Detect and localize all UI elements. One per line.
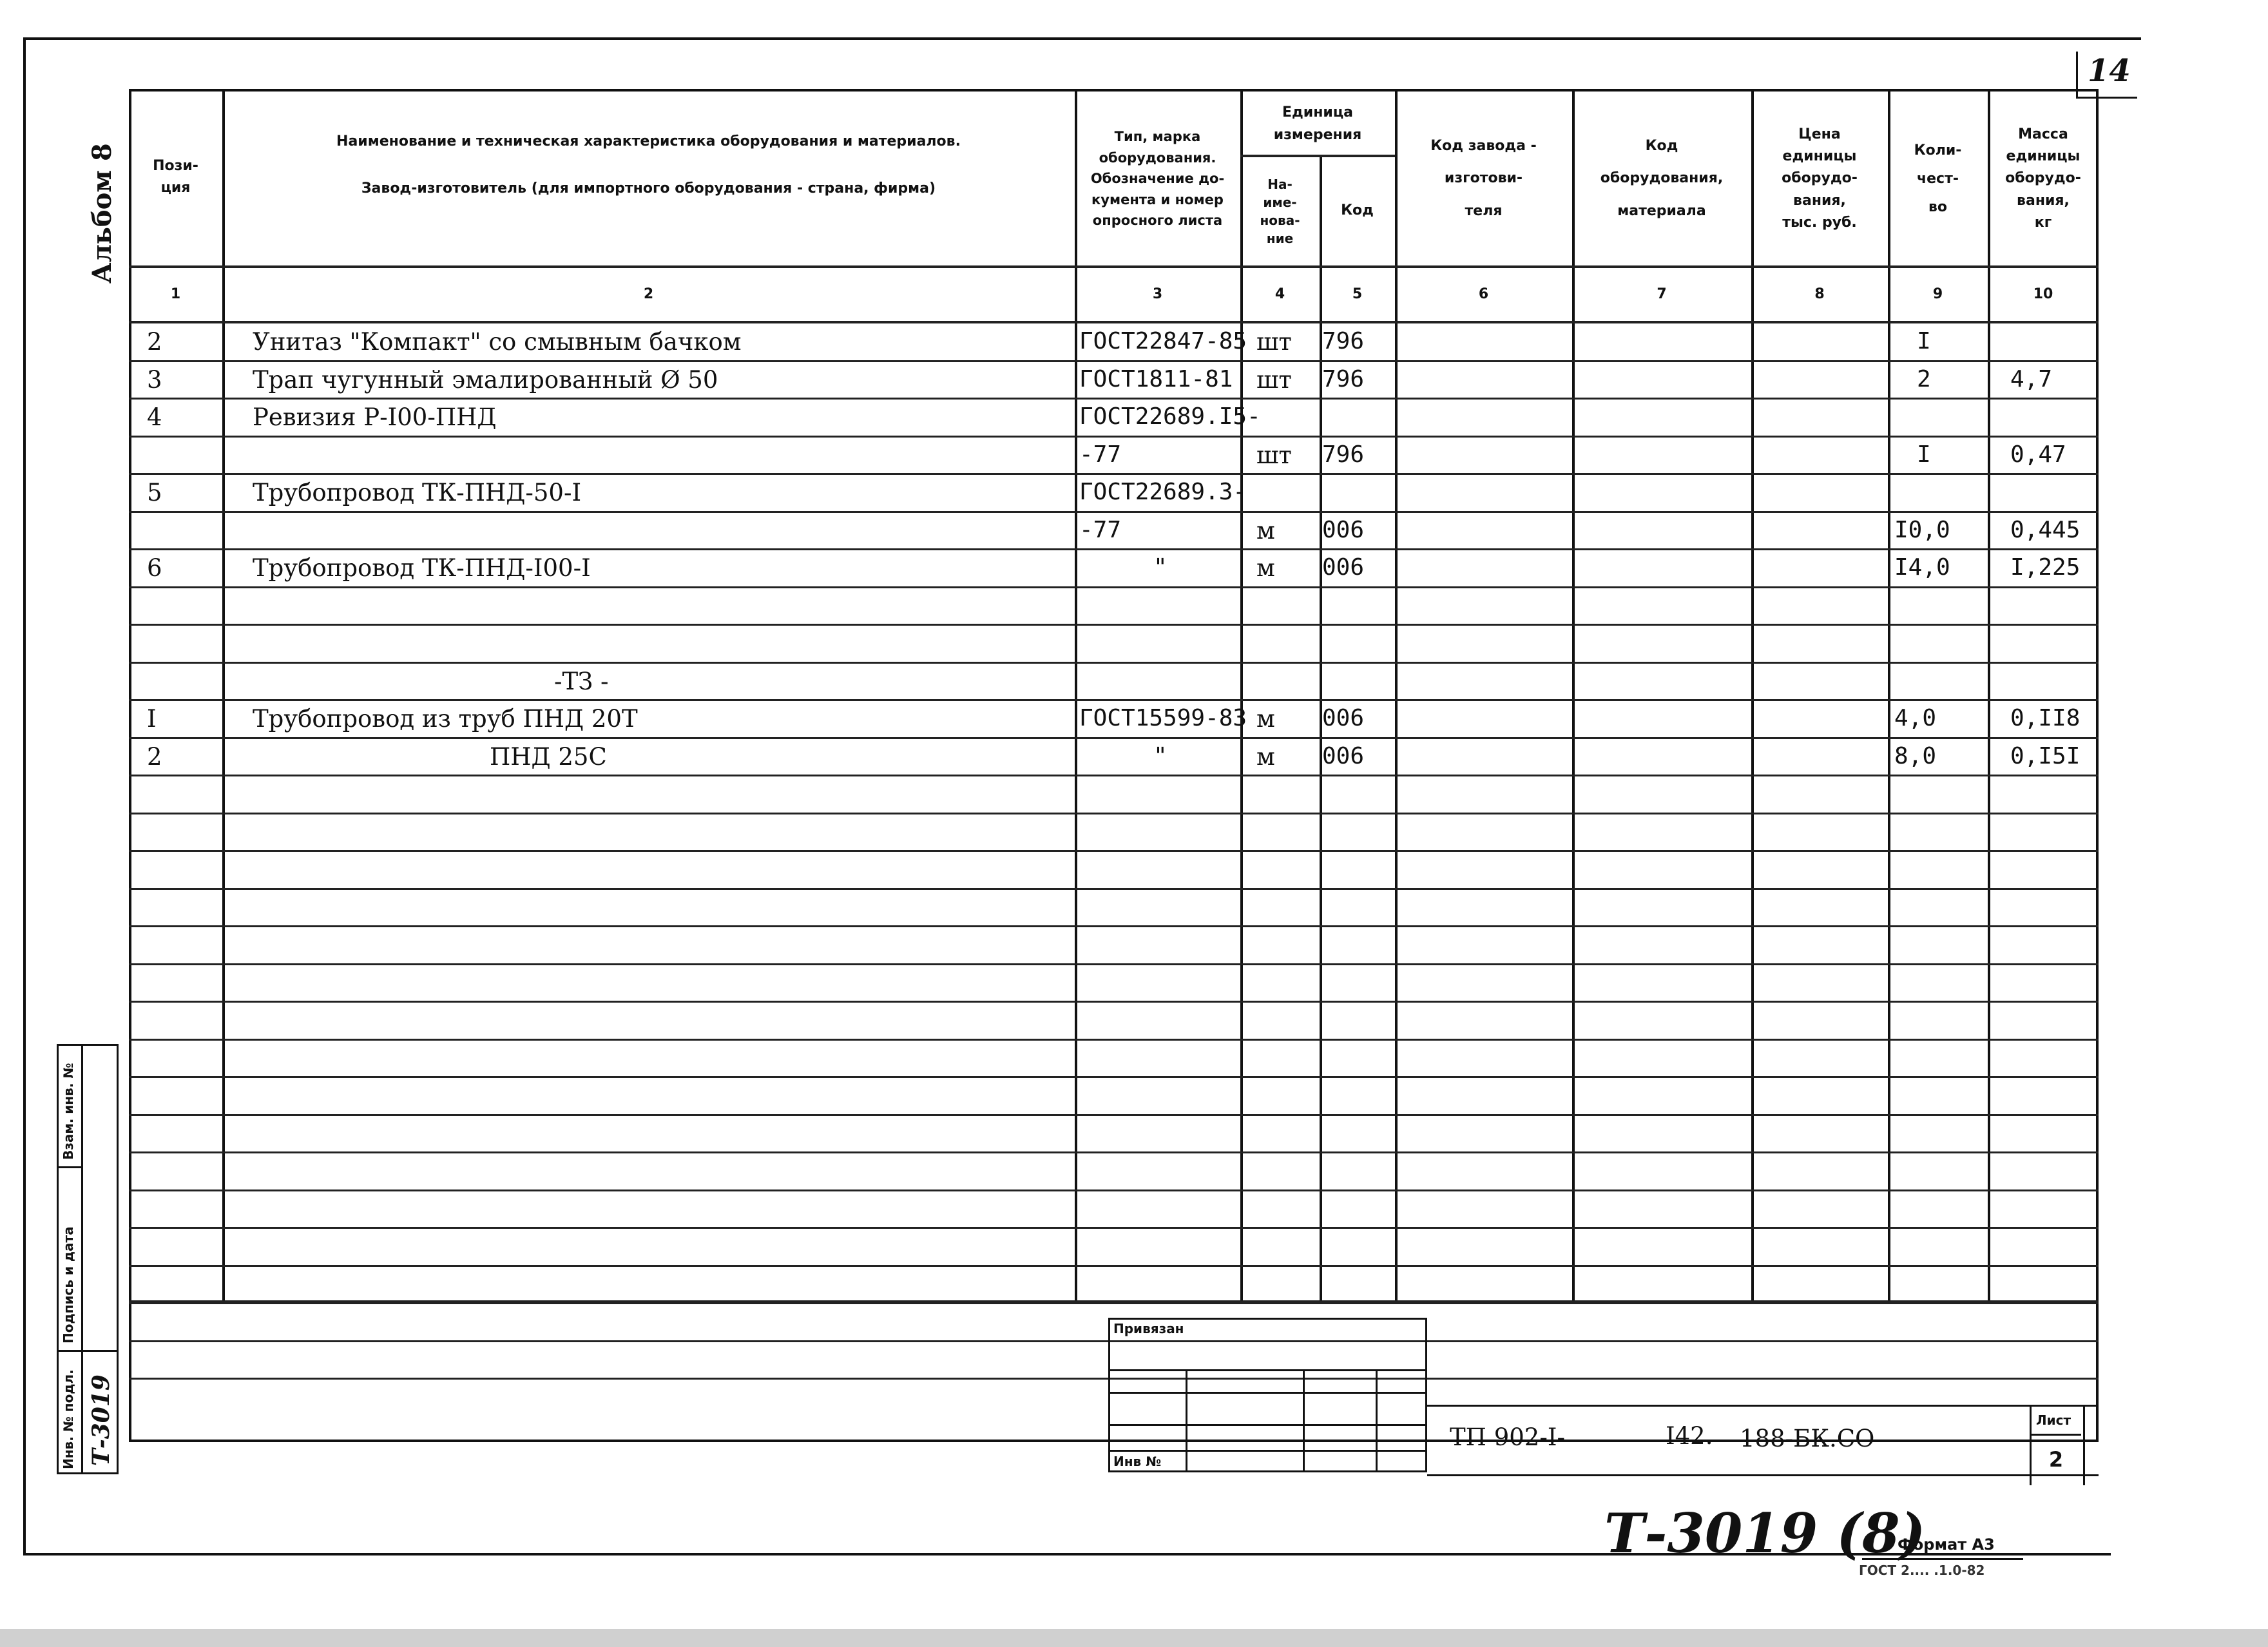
colnum-4: 4 xyxy=(1274,286,1285,302)
cell-mass: 4,7 xyxy=(2010,366,2053,392)
inv-no-label: Инв № xyxy=(1113,1454,1162,1469)
colnum-1: 1 xyxy=(170,286,181,302)
cell-doc: ГОСТ22689.I5- xyxy=(1079,403,1261,430)
corner-page-number: 14 xyxy=(2088,53,2131,89)
side-label-podpis-data: Подпись и дата xyxy=(61,1226,76,1344)
row-line xyxy=(129,1114,2099,1116)
row-line xyxy=(129,775,2099,776)
header-quantity: Коли- чест- во xyxy=(1914,142,1962,215)
cell-pos: 2 xyxy=(147,743,162,771)
sheet-number: 2 xyxy=(2048,1447,2064,1472)
side-stamp-divider-2 xyxy=(57,1350,119,1352)
cell-pos: 4 xyxy=(147,403,162,431)
row-line xyxy=(129,1076,2099,1078)
sheet-box-divider xyxy=(2030,1434,2081,1436)
header-name-line2: Завод-изготовитель (для импортного оборудования - страна, фирма) xyxy=(361,180,936,197)
cell-doc: ГОСТ15599-83 xyxy=(1079,705,1247,731)
cell-unit: шт xyxy=(1256,366,1292,394)
colnum-10: 10 xyxy=(2033,286,2053,302)
cell-doc: " xyxy=(1153,554,1168,581)
cell-pos: 2 xyxy=(147,328,162,356)
row-line xyxy=(129,925,2099,927)
cell-unit: м xyxy=(1256,705,1275,733)
row-line xyxy=(129,436,2099,438)
row-line xyxy=(129,398,2099,400)
cell-mass: 0,I5I xyxy=(2010,743,2081,769)
header-unit-group: Единица измерения xyxy=(1273,104,1362,143)
designation-prefix: ТП 902-I- xyxy=(1450,1423,1565,1451)
cell-code: 796 xyxy=(1322,441,1365,468)
header-name-line1: Наименование и техническая характеристика оборудования и материалов. xyxy=(336,133,961,149)
album-label: Альбом 8 xyxy=(87,143,117,284)
side-stamp-divider-v xyxy=(81,1044,83,1474)
cell-unit: м xyxy=(1256,554,1275,582)
colnum-3: 3 xyxy=(1152,286,1163,302)
colnum-9: 9 xyxy=(1932,286,1943,302)
side-label-vzam-inv: Взам. инв. № xyxy=(61,1063,76,1160)
header-factory-code: Код завода - изготови- теля xyxy=(1430,137,1537,219)
cell-name: ПНД 25С xyxy=(490,743,607,771)
scan-bottom-band xyxy=(0,1629,2268,1647)
row-line xyxy=(129,548,2099,550)
colnum-6: 6 xyxy=(1478,286,1489,302)
cell-doc: " xyxy=(1153,743,1168,769)
row-line xyxy=(129,1227,2099,1229)
row-line xyxy=(129,1265,2099,1267)
cell-mass: 0,II8 xyxy=(2010,705,2081,731)
side-label-inv-podl: Инв. № подл. xyxy=(61,1369,76,1469)
cell-qty: I xyxy=(1917,328,1931,354)
cell-name: Трубопровод ТК-ПНД-50-I xyxy=(253,479,582,506)
cell-name: Ревизия Р-I00-ПНД xyxy=(253,403,497,431)
header-type: Тип, марка оборудования. Обозначение до- кумента и номер опросного листа xyxy=(1090,129,1225,229)
cell-name: Трап чугунный эмалированный Ø 50 xyxy=(253,366,718,394)
cell-code: 796 xyxy=(1322,366,1365,392)
row-line xyxy=(129,1190,2099,1191)
table-body-bottom xyxy=(129,1300,2099,1303)
cell-name: Трубопровод ТК-ПНД-I00-I xyxy=(253,554,591,582)
row-line xyxy=(129,813,2099,814)
cell-pos: 5 xyxy=(147,479,162,506)
unit-group-divider xyxy=(1240,155,1395,157)
privyazan-vline-1 xyxy=(1186,1369,1187,1472)
privyazan-vline-2 xyxy=(1303,1369,1305,1472)
designation-number: I42. xyxy=(1666,1422,1713,1450)
cell-doc: ГОСТ22689.3- xyxy=(1079,479,1247,505)
cell-doc: ГОСТ1811-81 xyxy=(1079,366,1233,392)
cell-pos: 3 xyxy=(147,366,162,394)
handwritten-archive-code: Т-3019 (8) xyxy=(1604,1501,1926,1565)
cell-code: 006 xyxy=(1322,554,1365,581)
cell-doc: -77 xyxy=(1079,441,1122,468)
privyazan-box xyxy=(1108,1318,1427,1472)
cell-name: Трубопровод из труб ПНД 20Т xyxy=(253,705,638,733)
cell-code: 006 xyxy=(1322,517,1365,543)
colnum-bottom-line xyxy=(129,321,2099,323)
row-line xyxy=(129,473,2099,475)
row-line xyxy=(129,850,2099,852)
cell-qty: 2 xyxy=(1917,366,1931,392)
cell-pos: 6 xyxy=(147,554,162,582)
side-handwritten-inv: Т-3019 xyxy=(88,1374,115,1466)
colnum-7: 7 xyxy=(1657,286,1667,302)
privyazan-line-1 xyxy=(1108,1369,1427,1371)
header-price: Цена единицы оборудо- вания, тыс. руб. xyxy=(1782,126,1858,231)
cell-code: 006 xyxy=(1322,705,1365,731)
header-unit-name: На- име- нова- ние xyxy=(1260,176,1300,246)
cell-pos: I xyxy=(147,705,157,733)
header-equipment-code: Код оборудования, материала xyxy=(1600,137,1724,219)
cell-unit: м xyxy=(1256,743,1275,771)
privyazan-label: Привязан xyxy=(1113,1321,1184,1336)
cell-doc: -77 xyxy=(1079,517,1122,543)
row-line xyxy=(129,586,2099,588)
cell-qty: I xyxy=(1917,441,1931,468)
format-underline xyxy=(1862,1558,2023,1560)
privyazan-line-3 xyxy=(1108,1424,1427,1426)
cell-unit: шт xyxy=(1256,441,1292,469)
privyazan-line-4 xyxy=(1108,1450,1427,1452)
sheet-label: Лист xyxy=(2036,1412,2071,1428)
cell-qty: 8,0 xyxy=(1894,743,1937,769)
format-label: Формат А3 xyxy=(1898,1536,1995,1554)
cell-code: 006 xyxy=(1322,743,1365,769)
row-line xyxy=(129,624,2099,626)
cell-code: 796 xyxy=(1322,328,1365,354)
privyazan-line-2 xyxy=(1108,1392,1427,1394)
cell-qty: I0,0 xyxy=(1894,517,1950,543)
row-line xyxy=(129,963,2099,965)
row-line xyxy=(129,662,2099,664)
colnum-2: 2 xyxy=(643,286,654,302)
side-stamp-divider-1 xyxy=(57,1166,81,1168)
row-line xyxy=(129,1039,2099,1041)
colnum-8: 8 xyxy=(1814,286,1825,302)
row-line xyxy=(129,511,2099,513)
privyazan-vline-3 xyxy=(1376,1369,1378,1472)
header-unit-code: Код xyxy=(1341,202,1374,219)
row-line xyxy=(129,737,2099,739)
colnum-5: 5 xyxy=(1352,286,1363,302)
header-position: Пози- ция xyxy=(153,157,198,196)
header-mass: Масса единицы оборудо- вания, кг xyxy=(2005,126,2081,231)
row-line xyxy=(129,1151,2099,1153)
cell-mass: I,225 xyxy=(2010,554,2081,581)
cell-unit: м xyxy=(1256,517,1275,544)
row-line xyxy=(129,699,2099,701)
cell-unit: шт xyxy=(1256,328,1292,356)
cell-name: -ТЗ - xyxy=(554,668,609,695)
row-line xyxy=(129,1001,2099,1003)
cell-mass: 0,47 xyxy=(2010,441,2066,468)
cell-doc: ГОСТ22847-85 xyxy=(1079,328,1247,354)
row-line xyxy=(129,360,2099,362)
cell-name: Унитаз "Компакт" со смывным бачком xyxy=(253,328,742,356)
designation-suffix: 188-БК.СО xyxy=(1740,1425,1875,1452)
cell-qty: 4,0 xyxy=(1894,705,1937,731)
cell-mass: 0,445 xyxy=(2010,517,2081,543)
cell-qty: I4,0 xyxy=(1894,554,1950,581)
row-line xyxy=(129,888,2099,890)
gost-label: ГОСТ 2.... .1.0-82 xyxy=(1859,1563,1985,1578)
